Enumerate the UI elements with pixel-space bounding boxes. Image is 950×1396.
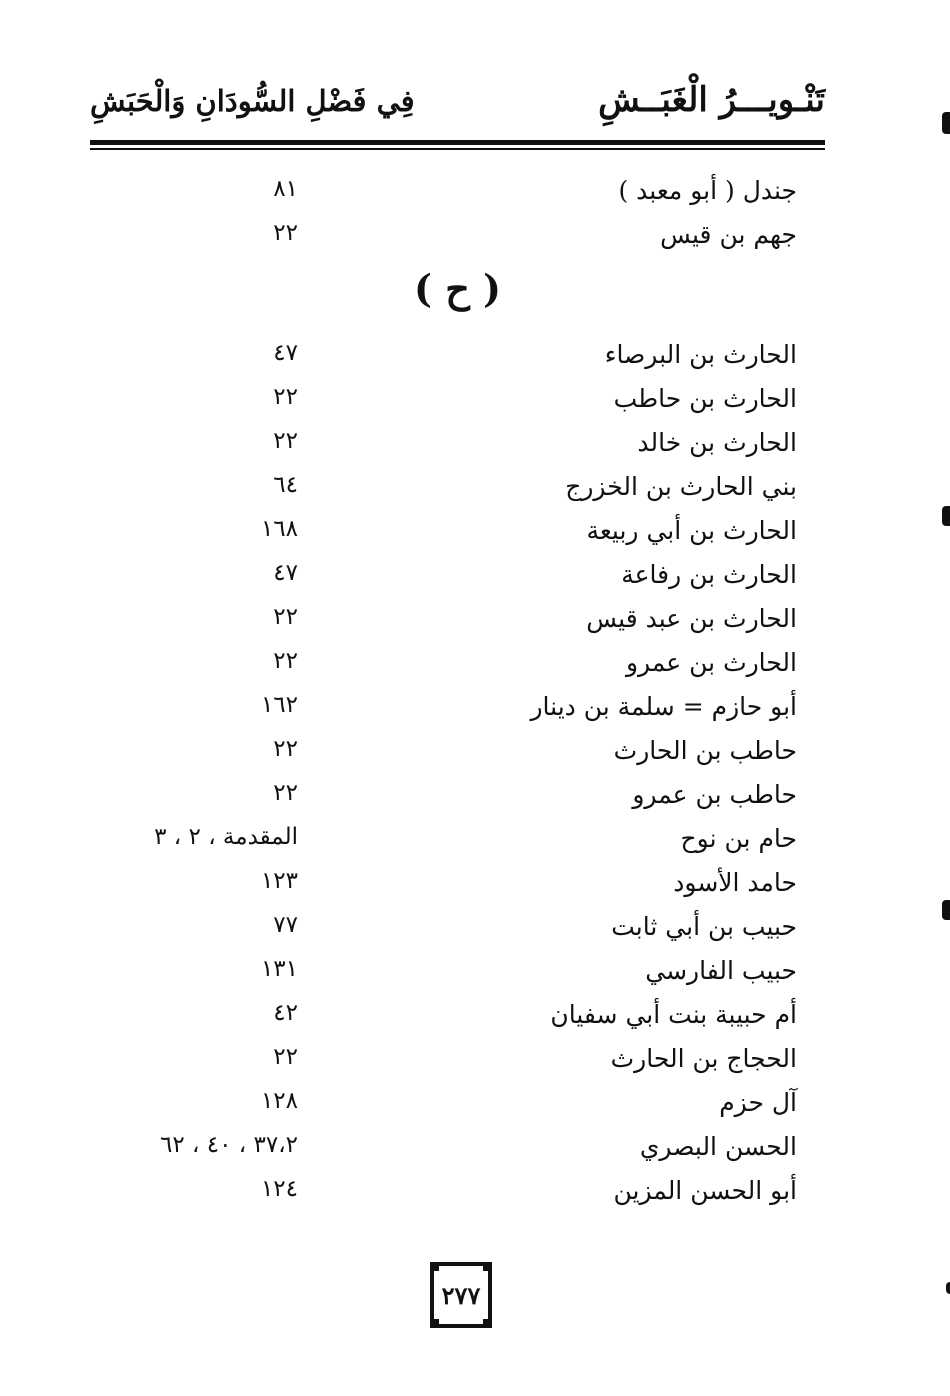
entry-pages: ٤٢ (273, 1000, 298, 1026)
index-row (90, 1038, 825, 1082)
index-row (90, 1126, 825, 1170)
index-row (90, 170, 825, 214)
index-row (90, 422, 825, 466)
entry-pages: ١٢٣ (260, 868, 298, 894)
entry-name: حاطب بن عمرو (632, 780, 797, 809)
page-number: ٢٧٧ (441, 1280, 481, 1310)
entry-name: جندل ( أبو معبد ) (618, 176, 797, 205)
entry-name: حاطب بن الحارث (613, 736, 797, 765)
entry-name: الحارث بن البرصاء (604, 340, 797, 369)
entry-name: الحسن البصري (639, 1132, 797, 1161)
section-letter: ( ح ) (414, 266, 501, 311)
entry-pages: ١٣١ (260, 956, 298, 982)
scan-edge-mark (942, 506, 950, 526)
entry-name: حام بن نوح (680, 824, 797, 853)
index-row (90, 554, 825, 598)
entry-pages: ١٢٤ (260, 1176, 298, 1202)
entry-pages: ٢٢ (273, 648, 298, 674)
entry-name: حبيب بن أبي ثابت (611, 912, 797, 941)
frame-corner (430, 1319, 439, 1328)
entry-name: بني الحارث بن الخزرج (565, 472, 797, 501)
frame-corner (483, 1262, 492, 1271)
index-row (90, 466, 825, 510)
entry-pages: ٦٤ (273, 472, 298, 498)
entry-pages: ٨١ (273, 176, 298, 202)
entry-name: الحارث بن عبد قيس (586, 604, 797, 633)
entry-name: الحجاج بن الحارث (610, 1044, 797, 1073)
running-header (90, 80, 825, 130)
entry-name: أم حبيبة بنت أبي سفيان (550, 1000, 797, 1029)
index-entries (90, 170, 825, 1214)
scan-edge-mark (942, 900, 950, 920)
entry-pages: ٢٢ (273, 384, 298, 410)
book-title: تَنْـويـــرُ الْغَبَــشِ (598, 80, 825, 120)
entry-pages: ٢٢ (273, 604, 298, 630)
page-number-frame (430, 1262, 492, 1328)
entry-pages: ٢٢ (273, 1044, 298, 1070)
index-row (90, 818, 825, 862)
header-rule-thin (90, 148, 825, 150)
index-row (90, 642, 825, 686)
entry-pages: ٢٢ (273, 736, 298, 762)
section-entries (90, 334, 825, 1214)
entry-name: الحارث بن حاطب (613, 384, 797, 413)
entry-name: الحارث بن أبي ربيعة (586, 516, 797, 545)
index-row (90, 686, 825, 730)
entry-name: الحارث بن عمرو (625, 648, 797, 677)
index-row (90, 730, 825, 774)
scan-edge-mark (946, 1282, 950, 1294)
frame-corner (483, 1319, 492, 1328)
index-row (90, 950, 825, 994)
entry-pages: ٣٧،٢ ، ٤٠ ، ٦٢ (159, 1132, 298, 1158)
section-heading (90, 258, 825, 330)
entry-pages: ٢٢ (273, 220, 298, 246)
index-row (90, 214, 825, 258)
entry-pages: ١٦٨ (260, 516, 298, 542)
entry-name: حامد الأسود (673, 868, 797, 897)
index-row (90, 1170, 825, 1214)
entry-name: الحارث بن خالد (637, 428, 797, 457)
index-row (90, 1082, 825, 1126)
entry-name: جهم بن قيس (660, 220, 797, 249)
entry-pages: ٧٧ (273, 912, 298, 938)
index-row (90, 994, 825, 1038)
index-row (90, 862, 825, 906)
index-row (90, 334, 825, 378)
book-subtitle: فِي فَضْلِ السُّودَانِ وَالْحَبَشِ (90, 84, 415, 118)
entry-pages: ٤٧ (273, 560, 298, 586)
entry-pages: ٢٢ (273, 780, 298, 806)
entry-name: الحارث بن رفاعة (621, 560, 797, 589)
entry-name: أبو حازم = سلمة بن دينار (530, 692, 797, 721)
header-rule-thick (90, 140, 825, 145)
index-row (90, 906, 825, 950)
entry-pages: ٢٢ (273, 428, 298, 454)
entry-name: أبو الحسن المزين (613, 1176, 797, 1205)
entry-name: حبيب الفارسي (645, 956, 797, 985)
entry-name: آل حزم (719, 1088, 797, 1117)
frame-corner (430, 1262, 439, 1271)
entry-pages: المقدمة ، ٢ ، ٣ (154, 824, 298, 850)
index-row (90, 774, 825, 818)
index-row (90, 598, 825, 642)
index-row (90, 378, 825, 422)
index-row (90, 510, 825, 554)
entry-pages: ١٦٢ (260, 692, 298, 718)
scan-edge-mark (942, 112, 950, 134)
entry-pages: ١٢٨ (260, 1088, 298, 1114)
entry-pages: ٤٧ (273, 340, 298, 366)
